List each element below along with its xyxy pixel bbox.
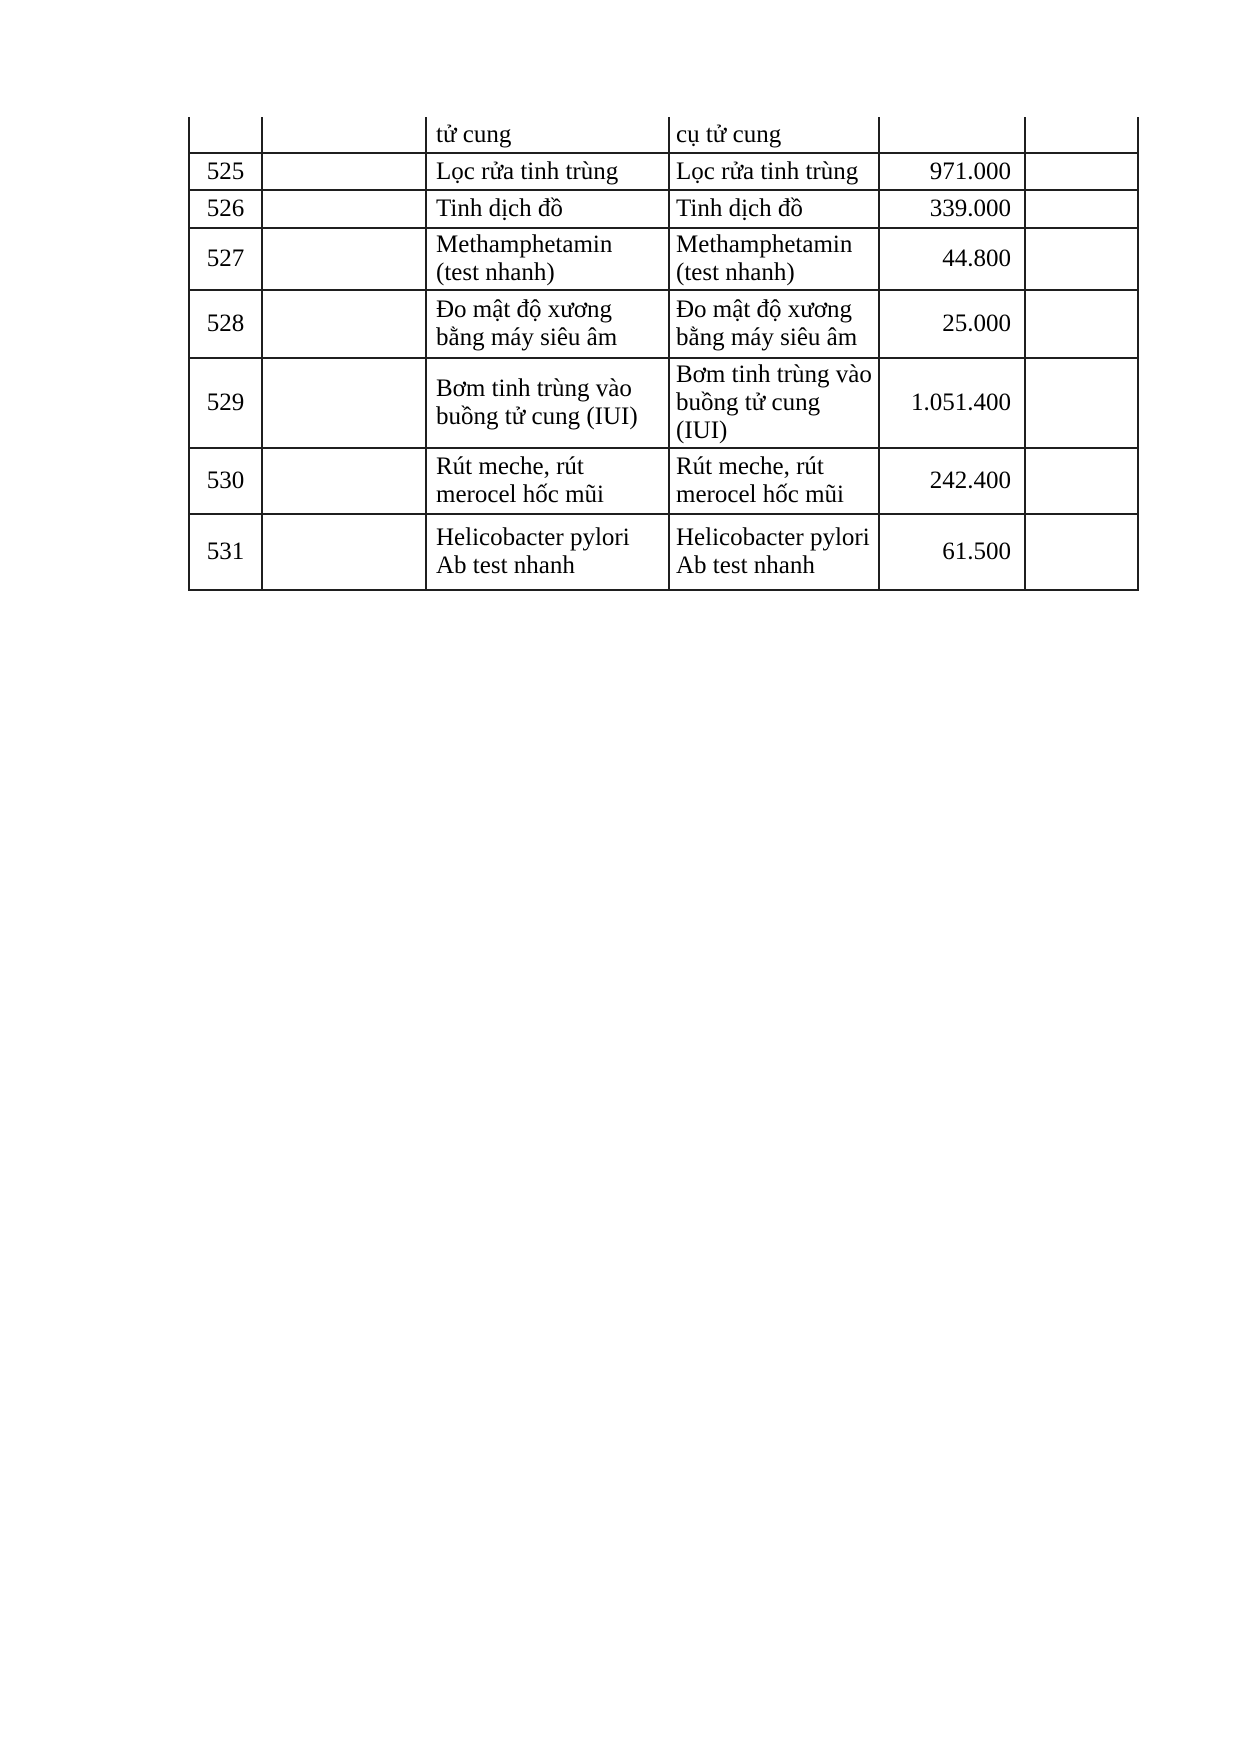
table-body xyxy=(189,117,1138,590)
note-cell xyxy=(1025,153,1138,190)
service-price-table xyxy=(188,117,1139,591)
service-name-cell: tử cung xyxy=(426,117,669,153)
note-cell xyxy=(1025,290,1138,358)
price-cell: 61.500 xyxy=(879,514,1025,590)
table-row xyxy=(189,290,1138,358)
service-name-cell: Lọc rửa tinh trùng xyxy=(426,153,669,190)
service-name-alt-cell: Methamphetamin (test nhanh) xyxy=(669,228,879,290)
note-cell xyxy=(1025,190,1138,228)
code-cell xyxy=(262,290,426,358)
price-cell: 25.000 xyxy=(879,290,1025,358)
price-cell: 44.800 xyxy=(879,228,1025,290)
service-name-alt-cell: cụ tử cung xyxy=(669,117,879,153)
service-name-alt-cell: Lọc rửa tinh trùng xyxy=(669,153,879,190)
code-cell xyxy=(262,228,426,290)
table-row xyxy=(189,153,1138,190)
price-cell: 971.000 xyxy=(879,153,1025,190)
code-cell xyxy=(262,358,426,448)
row-number-cell: 525 xyxy=(189,153,262,190)
row-number-cell: 529 xyxy=(189,358,262,448)
table-row xyxy=(189,190,1138,228)
price-cell xyxy=(879,117,1025,153)
row-number-cell: 531 xyxy=(189,514,262,590)
table-row xyxy=(189,448,1138,514)
price-cell: 339.000 xyxy=(879,190,1025,228)
service-name-alt-cell: Đo mật độ xương bằng máy siêu âm xyxy=(669,290,879,358)
table-row xyxy=(189,358,1138,448)
service-name-alt-cell: Bơm tinh trùng vào buồng tử cung (IUI) xyxy=(669,358,879,448)
service-name-cell: Tinh dịch đồ xyxy=(426,190,669,228)
note-cell xyxy=(1025,228,1138,290)
note-cell xyxy=(1025,358,1138,448)
code-cell xyxy=(262,448,426,514)
code-cell xyxy=(262,514,426,590)
service-name-cell: Rút meche, rút merocel hốc mũi xyxy=(426,448,669,514)
code-cell xyxy=(262,117,426,153)
row-number-cell xyxy=(189,117,262,153)
row-number-cell: 530 xyxy=(189,448,262,514)
note-cell xyxy=(1025,448,1138,514)
service-name-alt-cell: Tinh dịch đồ xyxy=(669,190,879,228)
price-cell: 242.400 xyxy=(879,448,1025,514)
row-number-cell: 527 xyxy=(189,228,262,290)
service-name-cell: Methamphetamin (test nhanh) xyxy=(426,228,669,290)
note-cell xyxy=(1025,117,1138,153)
code-cell xyxy=(262,190,426,228)
service-name-alt-cell: Helicobacter pylori Ab test nhanh xyxy=(669,514,879,590)
service-name-cell: Bơm tinh trùng vào buồng tử cung (IUI) xyxy=(426,358,669,448)
code-cell xyxy=(262,153,426,190)
table-row xyxy=(189,228,1138,290)
table-row xyxy=(189,514,1138,590)
price-cell: 1.051.400 xyxy=(879,358,1025,448)
table-row-continued xyxy=(189,117,1138,153)
row-number-cell: 528 xyxy=(189,290,262,358)
row-number-cell: 526 xyxy=(189,190,262,228)
service-name-cell: Helicobacter pylori Ab test nhanh xyxy=(426,514,669,590)
service-name-cell: Đo mật độ xương bằng máy siêu âm xyxy=(426,290,669,358)
note-cell xyxy=(1025,514,1138,590)
service-name-alt-cell: Rút meche, rút merocel hốc mũi xyxy=(669,448,879,514)
